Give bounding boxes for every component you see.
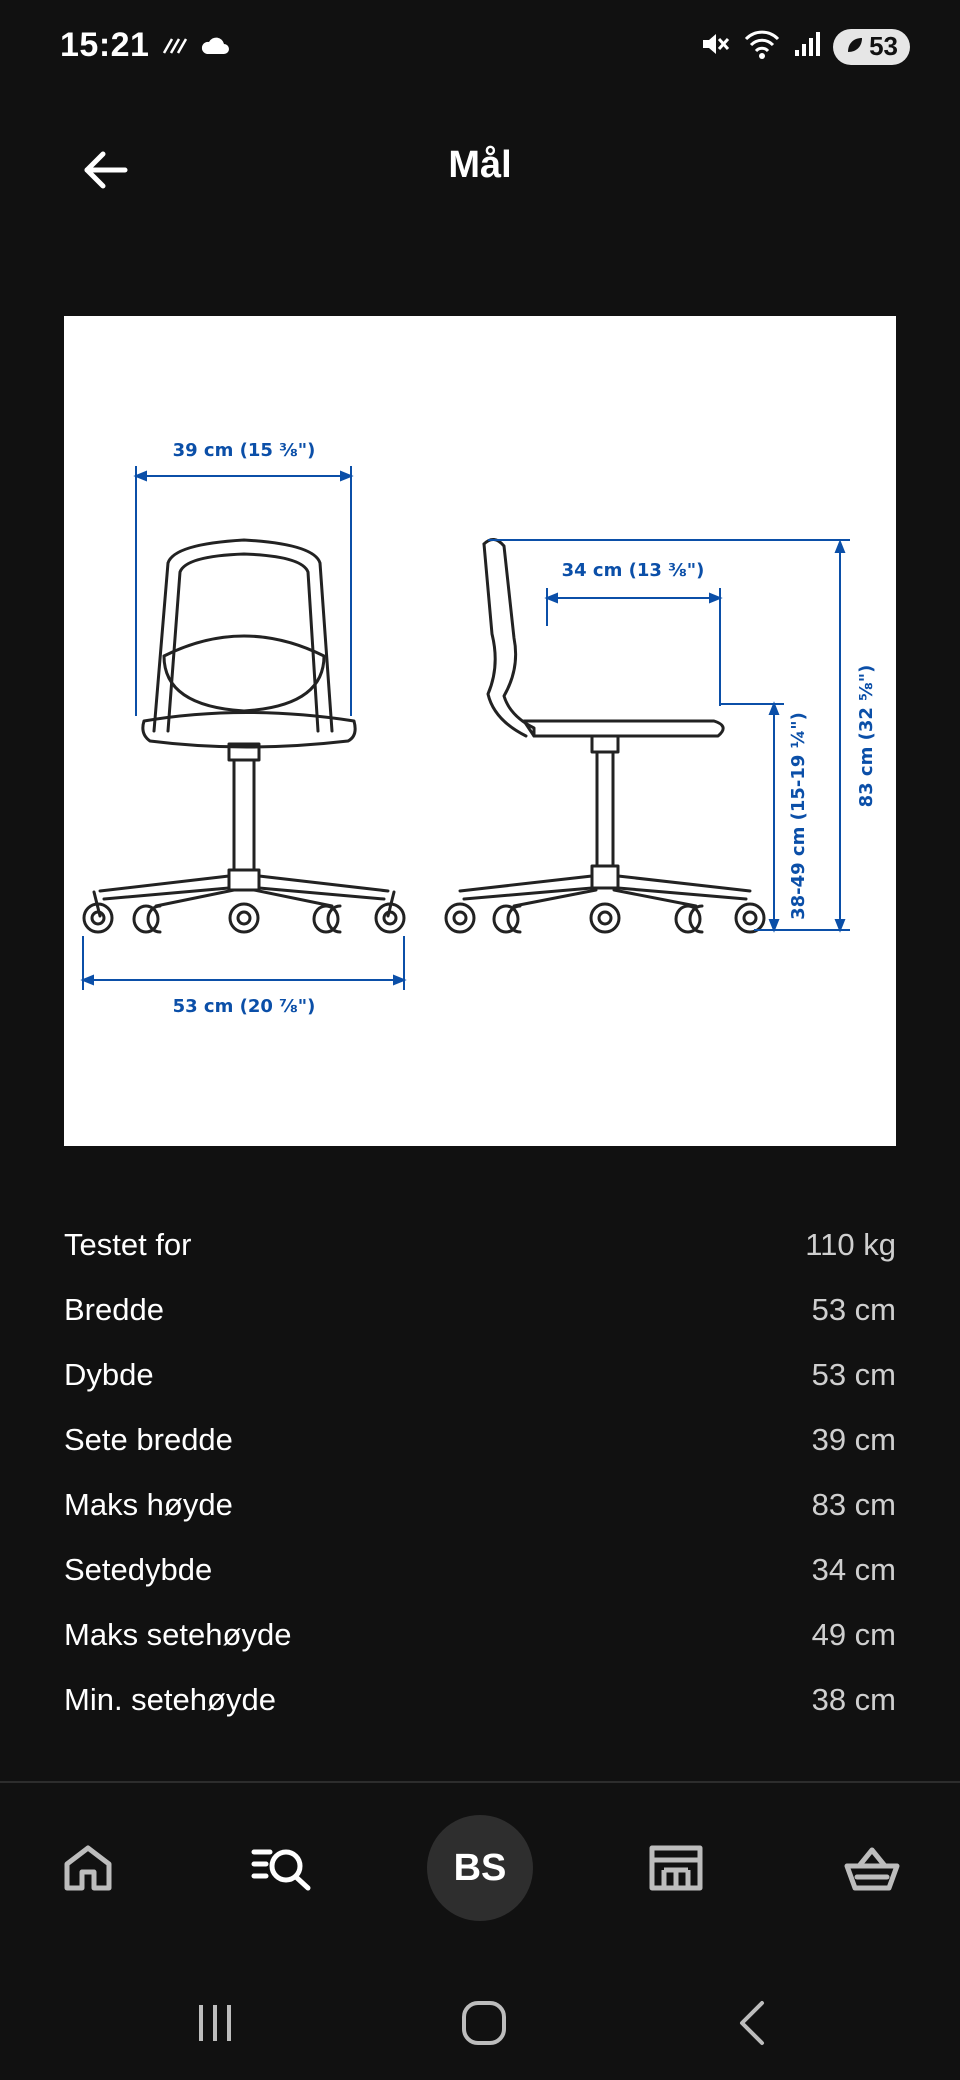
mute-icon — [699, 28, 731, 65]
spec-label: Maks setehøyde — [64, 1616, 292, 1652]
front-chair-drawing — [84, 540, 404, 932]
spec-value: 39 cm — [811, 1421, 896, 1457]
dimensions-diagram — [64, 316, 896, 1146]
basket-icon — [843, 1844, 901, 1892]
nav-stores[interactable] — [634, 1783, 718, 1953]
spec-value: 34 cm — [811, 1551, 896, 1587]
battery-level: 53 — [869, 31, 898, 61]
spec-row — [64, 1667, 896, 1732]
spec-value: 110 kg — [805, 1226, 896, 1262]
specifications-list — [64, 1212, 896, 1732]
front-width-label: 39 cm (15 ⅜") — [172, 440, 316, 461]
spec-value: 38 cm — [811, 1681, 896, 1717]
chevron-left-icon — [730, 1999, 774, 2047]
back-system-button[interactable] — [712, 1983, 792, 2063]
recents-button[interactable] — [175, 1983, 255, 2063]
nav-profile[interactable] — [427, 1783, 533, 1953]
spec-label: Maks høyde — [64, 1486, 233, 1522]
status-right-icons — [699, 28, 910, 65]
spec-label: Dybde — [64, 1356, 154, 1392]
wifi-icon — [743, 28, 781, 65]
home-icon — [63, 1844, 113, 1892]
home-system-button[interactable] — [444, 1983, 524, 2063]
nav-search[interactable] — [240, 1783, 324, 1953]
status-left-icons — [160, 34, 230, 61]
data-saver-icon — [160, 35, 190, 60]
spec-label: Bredde — [64, 1291, 164, 1327]
spec-row — [64, 1212, 896, 1277]
status-time: 15:21 — [60, 26, 150, 64]
nav-cart[interactable] — [830, 1783, 914, 1953]
home-circle-icon — [460, 1999, 508, 2047]
spec-value: 53 cm — [811, 1356, 896, 1392]
page-title: Mål — [448, 144, 512, 186]
signal-icon — [793, 30, 821, 63]
nav-home[interactable] — [46, 1783, 130, 1953]
spec-row — [64, 1472, 896, 1537]
system-navigation-bar — [0, 1953, 960, 2080]
spec-label: Testet for — [64, 1226, 192, 1262]
spec-value: 53 cm — [811, 1291, 896, 1327]
spec-label: Setedybde — [64, 1551, 213, 1587]
recents-icon — [193, 2001, 237, 2045]
store-icon — [648, 1844, 704, 1892]
battery-indicator — [833, 29, 910, 65]
spec-row — [64, 1277, 896, 1342]
bottom-navigation — [0, 1783, 960, 1953]
avatar: BS — [427, 1815, 533, 1921]
base-width-label: 53 cm (20 ⅞") — [172, 996, 316, 1017]
seat-height-label: 38-49 cm (15-19 ¼") — [788, 712, 809, 920]
cloud-icon — [200, 34, 230, 61]
seat-depth-label: 34 cm (13 ⅜") — [561, 560, 705, 581]
spec-label: Sete bredde — [64, 1421, 233, 1457]
total-height-label: 83 cm (32 ⅝") — [856, 664, 877, 808]
search-list-icon — [250, 1844, 314, 1892]
spec-label: Min. setehøyde — [64, 1681, 276, 1717]
spec-row — [64, 1602, 896, 1667]
page-header — [0, 110, 960, 220]
spec-row — [64, 1407, 896, 1472]
spec-row — [64, 1537, 896, 1602]
spec-value: 83 cm — [811, 1486, 896, 1522]
battery-leaf-icon — [845, 31, 865, 62]
spec-row — [64, 1342, 896, 1407]
chair-diagram-svg — [64, 316, 896, 1146]
status-bar — [0, 0, 960, 100]
spec-value: 49 cm — [811, 1616, 896, 1652]
